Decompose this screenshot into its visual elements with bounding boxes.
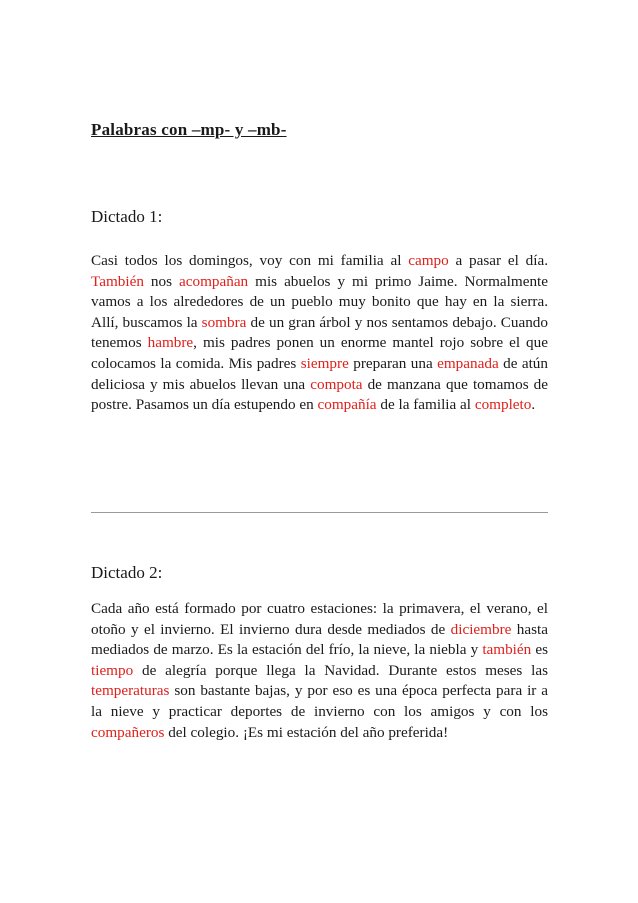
dictado-1-paragraph — [91, 251, 548, 416]
highlighted-word: hambre — [147, 334, 194, 352]
text-segment: de la familia al — [376, 396, 475, 414]
text-segment: del colegio. ¡Es mi estación del año preferida! — [164, 723, 449, 741]
highlighted-word: completo — [474, 396, 532, 414]
text-segment: es — [531, 641, 549, 659]
highlighted-word: siempre — [300, 354, 349, 372]
text-segment: de manzana que tomamos de postre. Pasamos un día estupendo en — [91, 375, 549, 414]
highlighted-word: empanada — [437, 354, 499, 372]
highlighted-word: tiempo — [91, 661, 134, 679]
text-segment: Casi todos los domingos, voy con mi familia al — [91, 252, 409, 269]
highlighted-word: campo — [408, 252, 449, 269]
dictado-1-heading: Dictado 1: — [91, 207, 163, 226]
text-segment: a pasar el día. — [448, 252, 548, 269]
highlighted-word: También — [91, 272, 144, 290]
text-segment: preparan una — [348, 354, 438, 372]
highlighted-word: compota — [310, 375, 363, 393]
dictado-2-paragraph — [91, 599, 548, 743]
highlighted-word: temperaturas — [91, 682, 170, 700]
text-segment: , mis padres ponen un enorme mantel rojo sobre el que colocamos la comida. Mis padres — [91, 334, 548, 372]
highlighted-word: acompañan — [179, 272, 249, 290]
dictado-2-heading: Dictado 2: — [91, 563, 163, 582]
text-segment: . — [531, 396, 536, 414]
text-segment: son bastante bajas, y por eso es una época perfecta para ir a la nieve y practicar deportes de invierno con los amigos y con los — [91, 682, 548, 720]
text-segment: nos — [143, 272, 179, 290]
text-segment: de atún deliciosa y mis abuelos llevan una — [91, 354, 548, 393]
section-divider — [91, 512, 548, 513]
text-segment: hasta mediados de marzo. Es la estación del frío, la nieve, la niebla y — [91, 620, 548, 659]
highlighted-word: compañía — [317, 396, 377, 414]
highlighted-word: compañeros — [91, 723, 165, 741]
page-title: Palabras con –mp- y –mb- — [91, 120, 287, 139]
highlighted-word: también — [482, 641, 532, 659]
highlighted-word: sombra — [201, 313, 247, 331]
text-segment: de alegría porque llega la Navidad. Durante estos meses las — [133, 661, 548, 679]
text-segment: de un gran árbol y nos sentamos debajo. Cuando tenemos — [91, 313, 548, 352]
text-segment: Cada año está formado por cuatro estaciones: la primavera, el verano, el otoño y el invierno. El invierno dura desde mediados de — [91, 600, 548, 638]
highlighted-word: diciembre — [450, 620, 512, 638]
text-segment: mis abuelos y mi primo Jaime. Normalmente vamos a los alrededores de un pueblo muy bonito que hay en la sierra. Allí, buscamos la — [91, 272, 548, 331]
